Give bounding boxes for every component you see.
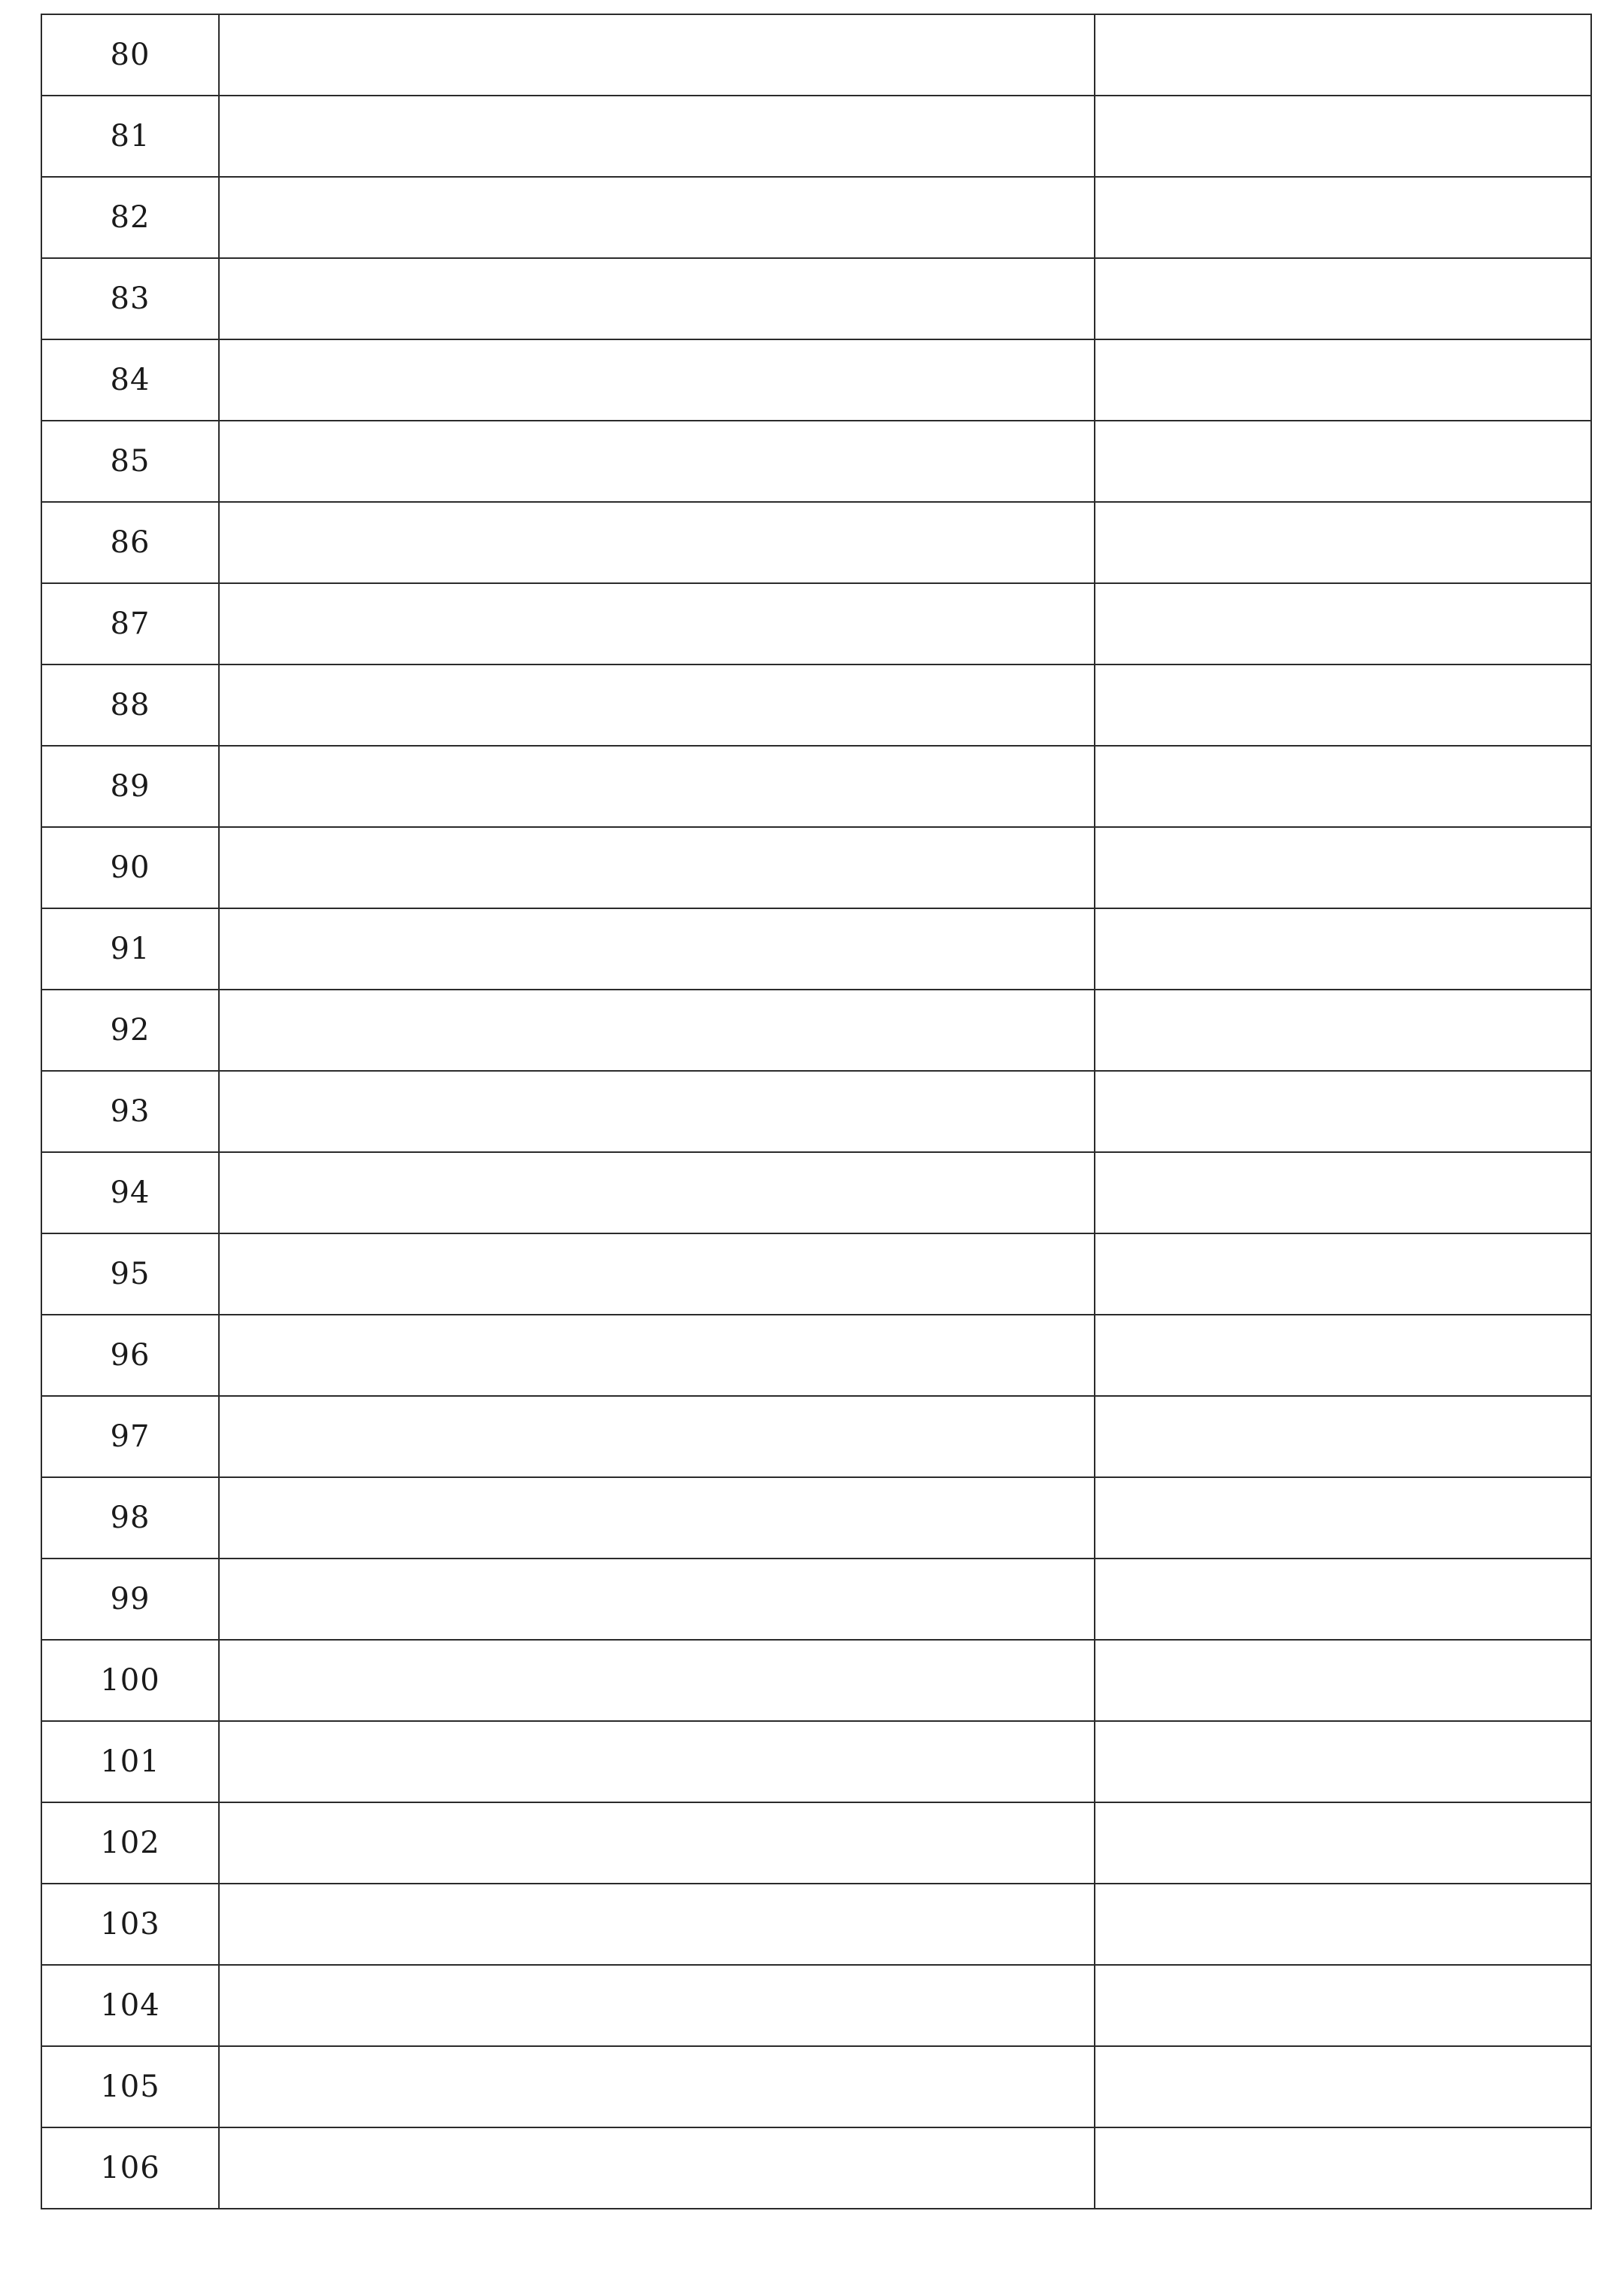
registration-code-cell [1095,339,1591,421]
company-name-cell [219,664,1095,746]
table-row [41,1477,1591,1559]
registration-code-cell [1095,96,1591,177]
row-number-cell: 103 [41,1884,219,1965]
row-number-cell: 104 [41,1965,219,2046]
registration-code-cell [1095,2127,1591,2209]
table-row [41,1640,1591,1721]
row-number-cell: 84 [41,339,219,421]
registration-code-cell [1095,502,1591,583]
company-name-cell [219,1640,1095,1721]
table-row [41,583,1591,664]
row-number-cell: 105 [41,2046,219,2127]
company-name-cell [219,1233,1095,1315]
registration-code-cell [1095,990,1591,1071]
row-number-cell: 83 [41,258,219,339]
row-number-cell: 82 [41,177,219,258]
registration-code-cell [1095,2046,1591,2127]
company-name-cell [219,502,1095,583]
registration-code-cell [1095,1884,1591,1965]
registration-code-cell [1095,1802,1591,1884]
row-number-cell: 91 [41,908,219,990]
company-name-cell [219,177,1095,258]
table-row [41,177,1591,258]
row-number-cell: 94 [41,1152,219,1233]
registration-code-cell [1095,177,1591,258]
row-number-cell: 106 [41,2127,219,2209]
row-number-cell: 88 [41,664,219,746]
company-name-cell [219,96,1095,177]
company-name-cell [219,990,1095,1071]
company-name-cell [219,908,1095,990]
row-number-cell: 85 [41,421,219,502]
company-name-cell [219,421,1095,502]
row-number-cell: 97 [41,1396,219,1477]
company-name-cell [219,1721,1095,1802]
row-number-cell: 95 [41,1233,219,1315]
registration-code-cell [1095,1965,1591,2046]
row-number-cell: 92 [41,990,219,1071]
company-name-cell [219,14,1095,96]
table-row [41,1396,1591,1477]
row-number-cell: 89 [41,746,219,827]
company-name-cell [219,1802,1095,1884]
row-number-cell: 99 [41,1559,219,1640]
company-name-cell [219,2127,1095,2209]
registration-code-cell [1095,827,1591,908]
registration-code-cell [1095,1315,1591,1396]
row-number-cell: 90 [41,827,219,908]
registration-code-cell [1095,1152,1591,1233]
table-row [41,502,1591,583]
company-name-cell [219,258,1095,339]
table-row [41,1315,1591,1396]
table-row [41,14,1591,96]
table-row [41,421,1591,502]
company-name-cell [219,339,1095,421]
company-name-cell [219,1396,1095,1477]
company-name-cell [219,1315,1095,1396]
row-number-cell: 102 [41,1802,219,1884]
company-name-cell [219,1477,1095,1559]
company-name-cell [219,2046,1095,2127]
row-number-cell: 101 [41,1721,219,1802]
table-row [41,1965,1591,2046]
table-row [41,908,1591,990]
company-name-cell [219,1884,1095,1965]
table-row [41,1152,1591,1233]
company-name-cell [219,1965,1095,2046]
registration-code-cell [1095,746,1591,827]
registration-code-cell [1095,1071,1591,1152]
company-name-cell [219,746,1095,827]
row-number-cell: 81 [41,96,219,177]
company-name-cell [219,583,1095,664]
table-row [41,990,1591,1071]
row-number-cell: 93 [41,1071,219,1152]
registration-code-cell [1095,1559,1591,1640]
registration-code-cell [1095,1721,1591,1802]
company-name-cell [219,1559,1095,1640]
table-row [41,1559,1591,1640]
table-row [41,1802,1591,1884]
table-row [41,1721,1591,1802]
company-name-cell [219,1152,1095,1233]
table-row [41,1071,1591,1152]
table-row [41,2046,1591,2127]
registration-code-cell [1095,664,1591,746]
registration-code-cell [1095,908,1591,990]
table-row [41,96,1591,177]
table-row [41,1233,1591,1315]
registry-table-body [41,14,1591,2209]
table-row [41,827,1591,908]
registration-code-cell [1095,14,1591,96]
row-number-cell: 86 [41,502,219,583]
registration-code-cell [1095,421,1591,502]
table-row [41,664,1591,746]
row-number-cell: 87 [41,583,219,664]
registration-code-cell [1095,1233,1591,1315]
registration-code-cell [1095,258,1591,339]
row-number-cell: 98 [41,1477,219,1559]
registration-code-cell [1095,583,1591,664]
row-number-cell: 80 [41,14,219,96]
row-number-cell: 96 [41,1315,219,1396]
table-row [41,746,1591,827]
document-page [41,14,1590,2209]
registration-code-cell [1095,1640,1591,1721]
table-row [41,339,1591,421]
table-row [41,258,1591,339]
table-row [41,2127,1591,2209]
registration-code-cell [1095,1396,1591,1477]
company-name-cell [219,827,1095,908]
table-row [41,1884,1591,1965]
company-name-cell [219,1071,1095,1152]
registration-code-cell [1095,1477,1591,1559]
company-registry-table [41,14,1592,2209]
row-number-cell: 100 [41,1640,219,1721]
